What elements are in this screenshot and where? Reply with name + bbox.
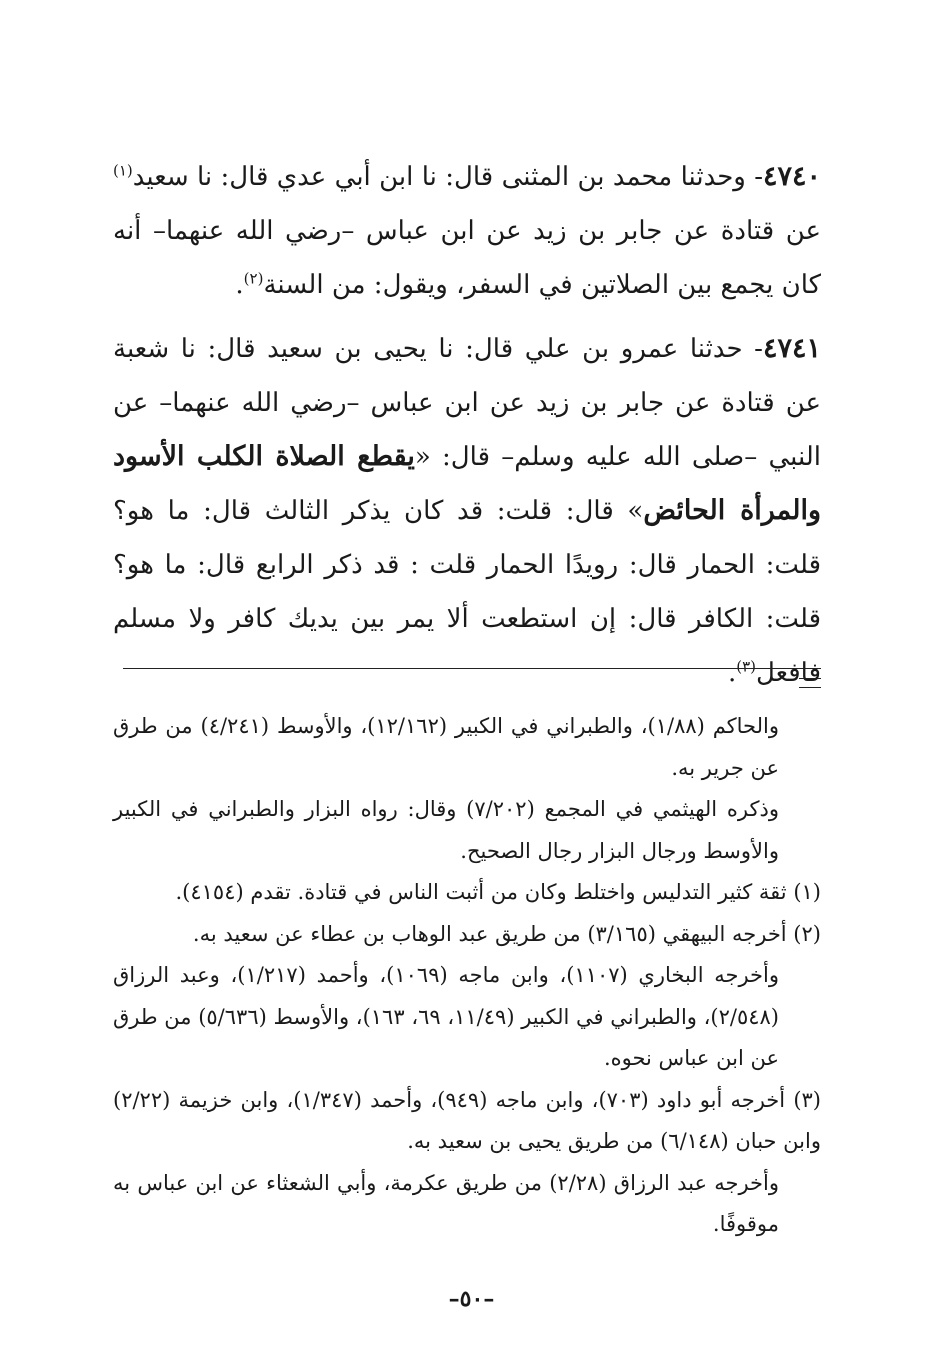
continuation-mark xyxy=(799,678,821,688)
hadith-text: . xyxy=(235,270,244,300)
main-text xyxy=(113,150,821,710)
footnote-2: (٢) أخرجه البيهقي (٣/١٦٥) من طريق عبد الوهاب بن عطاء عن سعيد به. xyxy=(192,921,821,946)
footnote-separator xyxy=(123,668,821,669)
footnote-ref: (٢) xyxy=(243,269,264,288)
footnote-continuation: والحاكم (١/٨٨)، والطبراني في الكبير (١٢/١٦٢)، والأوسط (٤/٢٤١) من طرق عن جرير به. xyxy=(113,714,779,780)
footnote-continuation: وذكره الهيثمي في المجمع (٧/٢٠٢) وقال: رواه البزار والطبراني في الكبير والأوسط ورجال البزار رجال الصحيح. xyxy=(113,797,780,863)
hadith-number: ٤٧٤١ xyxy=(762,333,821,364)
footnote-3: (٣) أخرجه أبو داود (٧٠٣)، وابن ماجه (٩٤٩)، وأحمد (١/٣٤٧)، وابن خزيمة (٢/٢٢) وابن حبان (٦/١٤٨) من طريق يحيى بن سعيد به. xyxy=(113,1087,821,1153)
hadith-number: ٤٧٤٠ xyxy=(762,161,821,192)
hadith-4741 xyxy=(113,322,821,700)
hadith-text: عن قتادة عن جابر بن زيد عن ابن عباس –رضي الله عنهما– أنه كان يجمع بين الصلاتين في السفر، ويقول: من السنة xyxy=(113,216,821,300)
footnote-3-continuation: وأخرجه عبد الرزاق (٢/٢٨) من طريق عكرمة، وأبي الشعثاء عن ابن عباس به موقوفًا. xyxy=(113,1170,780,1236)
hadith-text: . xyxy=(727,658,737,688)
hadith-text: - حدثنا عمرو بن علي قال: نا يحيى بن سعيد قال: نا شعبة عن قتادة عن جابر بن زيد عن ابن عباس –رضي الله عنهما– عن النبي –صلى الله عليه وسلم– قال: « xyxy=(113,334,821,472)
hadith-text: - وحدثنا محمد بن المثنى قال: نا ابن أبي عدي قال: نا سعيد xyxy=(132,162,763,192)
page-number: –٥٠– xyxy=(448,1286,495,1312)
footnote-2-continuation: وأخرجه البخاري (١١٠٧)، وابن ماجه (١٠٦٩)، وأحمد (١/٢١٧)، وعبد الرزاق (٢/٥٤٨)، والطبراني في الكبير (١١/٤٩، ٦٩، ١٦٣)، والأوسط (٥/٦٣٦) من طرق عن ابن عباس نحوه. xyxy=(113,963,780,1070)
hadith-text: » قال: قلت: قد كان يذكر الثالث قال: ما هو؟ قلت: الحمار قال: رويدًا الحمار قلت : قد ذكر الرابع قال: ما هو؟ قلت: الكافر قال: إن استطعت ألا يمر بين يديك كافر ولا مسلم فافعل xyxy=(113,496,821,688)
footnote-1: (١) ثقة كثير التدليس واختلط وكان من أثبت الناس في قتادة. تقدم (٤١٥٤). xyxy=(175,880,821,904)
footnote-ref: (١) xyxy=(113,161,133,180)
footnotes xyxy=(113,706,821,1246)
footnote-ref: (٣) xyxy=(736,657,756,676)
hadith-quote: يقطع الصلاة الكلب الأسود والمرأة الحائض xyxy=(113,441,821,526)
hadith-4740 xyxy=(113,150,821,312)
